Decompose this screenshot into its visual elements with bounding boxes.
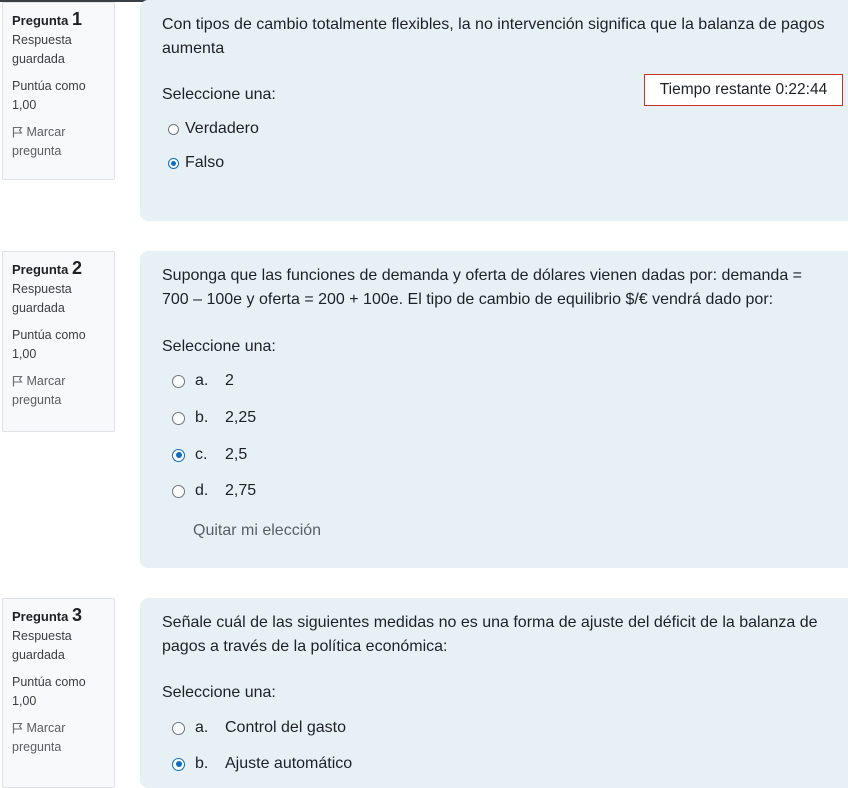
- question-1-card: [140, 0, 848, 221]
- question-2-flag-link[interactable]: Marcar pregunta: [12, 374, 66, 407]
- question-3-option-b[interactable]: b. Ajuste automático: [172, 752, 352, 776]
- radio-unchecked-icon[interactable]: [172, 412, 185, 425]
- question-1-points: Puntúa como 1,00: [12, 79, 86, 112]
- question-3-status: Respuesta guardada: [12, 629, 72, 662]
- radio-unchecked-icon[interactable]: [172, 722, 185, 735]
- radio-unchecked-icon[interactable]: [168, 124, 179, 135]
- question-2-option-b[interactable]: b. 2,25: [172, 406, 256, 430]
- radio-unchecked-icon[interactable]: [172, 485, 185, 498]
- question-2-info: [2, 251, 115, 432]
- question-2-option-c[interactable]: c. 2,5: [172, 443, 247, 467]
- question-1-title: Pregunta 1: [12, 9, 82, 29]
- question-2-option-a[interactable]: a. 2: [172, 369, 234, 393]
- radio-unchecked-icon[interactable]: [172, 375, 185, 388]
- question-2-status: Respuesta guardada: [12, 282, 72, 315]
- question-3-prompt: Seleccione una:: [162, 684, 276, 701]
- question-3-card: [140, 598, 848, 788]
- question-1-option-verdadero[interactable]: Verdadero: [168, 117, 259, 141]
- question-1-flag-link[interactable]: Marcar pregunta: [12, 125, 66, 158]
- radio-checked-icon[interactable]: [168, 158, 179, 169]
- question-2-card: [140, 251, 848, 568]
- time-remaining: Tiempo restante 0:22:44: [644, 74, 843, 106]
- question-1-option-falso[interactable]: Falso: [168, 151, 224, 175]
- flag-icon: [12, 375, 23, 387]
- question-3-points: Puntúa como 1,00: [12, 675, 86, 708]
- flag-icon: [12, 722, 23, 734]
- question-2-title: Pregunta 2: [12, 258, 82, 278]
- question-3-title: Pregunta 3: [12, 605, 82, 625]
- question-3-text: Señale cuál de las siguientes medidas no es una forma de ajuste del déficit de la balanza de pagos a través de la política económica:: [162, 614, 818, 655]
- question-2-prompt: Seleccione una:: [162, 338, 276, 355]
- question-1-prompt: Seleccione una:: [162, 86, 276, 103]
- question-3-flag-link[interactable]: Marcar pregunta: [12, 721, 66, 754]
- question-1-text: Con tipos de cambio totalmente flexibles, la no intervención significa que la balanza de pagos aumenta: [162, 16, 825, 57]
- question-1-info: [2, 2, 115, 180]
- question-2-text: Suponga que las funciones de demanda y oferta de dólares vienen dadas por: demanda = 700 – 100e y oferta = 200 + 100e. El tipo de cambio de equilibrio $/€ vendrá dado por:: [162, 267, 803, 308]
- flag-icon: [12, 126, 23, 138]
- radio-checked-icon[interactable]: [172, 449, 185, 462]
- question-2-points: Puntúa como 1,00: [12, 328, 86, 361]
- clear-choice-link[interactable]: Quitar mi elección: [193, 522, 322, 539]
- question-1-status: Respuesta guardada: [12, 33, 72, 66]
- question-3-info: [2, 598, 115, 788]
- question-3-option-a[interactable]: a. Control del gasto: [172, 716, 346, 740]
- question-2-option-d[interactable]: d. 2,75: [172, 479, 256, 503]
- radio-checked-icon[interactable]: [172, 758, 185, 771]
